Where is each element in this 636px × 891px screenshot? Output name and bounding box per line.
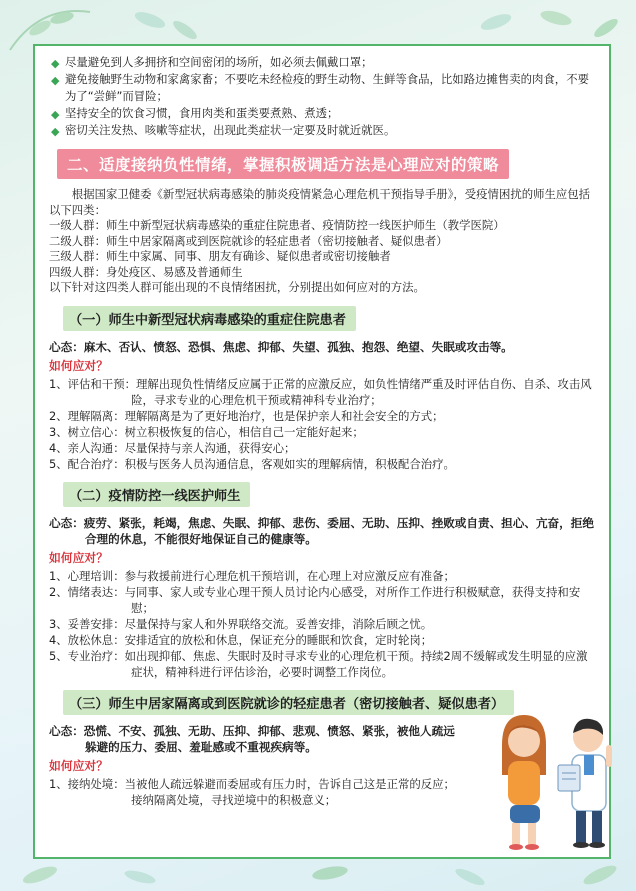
subheading-part2: （二）疫情防控一线医护师生 [63, 482, 250, 507]
group-level-2: 二级人群：师生中居家隔离或到医院就诊的轻症患者（密切接触者、疑似患者） [49, 233, 448, 248]
subheading-part1: （一）师生中新型冠状病毒感染的重症住院患者 [63, 306, 356, 331]
doctor-illustration-icon [558, 719, 612, 848]
how-to-respond-label: 如何应对？ [49, 758, 108, 773]
prevention-bullet-list [49, 54, 595, 139]
response-list [49, 376, 595, 472]
people-illustration [488, 705, 628, 855]
list-item: 4、放松休息：安排适宜的放松和休息，保证充分的睡眠和饮食，定时轮岗； [49, 632, 433, 647]
diamond-bullet-icon: ◆ [51, 74, 60, 87]
mindset-text: 心态：疲劳、紧张，耗竭，焦虑、失眠、抑郁、悲伤、委屈、无助、压抑、挫败或自责、担心、亢奋，拒绝合理的休息，不能很好地保证自己的健康等。 [49, 515, 594, 546]
list-item: 5、配合治疗：积极与医务人员沟通信息，客观如实的理解病情，积极配合治疗。 [49, 456, 455, 471]
leaf-decoration-icon [436, 0, 636, 50]
list-item: 3、妥善安排：尽量保持与家人和外界联络交流。妥善安排，消除后顾之忧。 [49, 616, 433, 631]
part3-text-column [49, 723, 459, 808]
content-body [35, 46, 609, 808]
mindset-text: 心态：恐慌、不安、孤独、无助、压抑、抑郁、悲观、愤怒、紧张，被他人疏远躲避的压力、委屈、羞耻感或不重视疾病等。 [49, 723, 455, 754]
diamond-bullet-icon: ◆ [51, 125, 60, 138]
section-title-banner: 二、适度接纳负性情绪，掌握积极调适方法是心理应对的策略 [57, 149, 509, 179]
list-item: ◆ 密切关注发热、咳嗽等症状，出现此类症状一定要及时就近就医。 [51, 123, 396, 138]
group-level-4: 四级人群：身处疫区、易感及普通师生 [49, 264, 243, 279]
diamond-bullet-icon: ◆ [51, 108, 60, 121]
how-to-respond-label: 如何应对？ [49, 358, 108, 373]
response-list [49, 776, 459, 808]
list-item: ◆ 避免接触野生动物和家禽家畜；不要吃未经检疫的野生动物、生鲜等食品，比如路边摊售卖的肉食，不要为了“尝鲜”而冒险； [51, 72, 589, 103]
response-list [49, 568, 595, 680]
list-item: 2、情绪表达：与同事、家人或专业心理干预人员讨论内心感受，对所作工作进行积极赋意，获得支持和安慰； [49, 584, 581, 615]
list-item: 1、心理培训：参与救援前进行心理危机干预培训，在心理上对应激反应有准备； [49, 568, 455, 583]
closing-paragraph: 以下针对这四类人群可能出现的不良情绪困扰，分别提出如何应对的方法。 [49, 280, 425, 294]
list-item: ◆ 尽量避免到人多拥挤和空间密闭的场所，如必须去佩戴口罩； [51, 55, 373, 70]
list-item: 1、评估和干预：理解出现负性情绪反应属于正常的应激反应，如负性情绪严重及时评估自伤、自杀、攻击风险，寻求专业的心理危机干预或精神科专业治疗； [49, 376, 592, 407]
list-item: 1、接纳处境：当被他人疏远躲避而委屈或有压力时，告诉自己这是正常的反应；接纳隔离处境，寻找逆境中的积极意义； [49, 776, 455, 807]
diamond-bullet-icon: ◆ [51, 57, 60, 70]
subheading-part3: （三）师生中居家隔离或到医院就诊的轻症患者（密切接触者、疑似患者） [63, 690, 514, 715]
group-level-3: 三级人群：师生中家属、同事、朋友有确诊、疑似患者或密切接触者 [49, 249, 391, 263]
mindset-text: 心态：麻木、否认、愤怒、恐惧、焦虑、抑郁、失望、孤独、抱怨、绝望、失眠或攻击等。 [49, 339, 513, 354]
how-to-respond-label: 如何应对？ [49, 550, 108, 565]
intro-paragraph: 根据国家卫健委《新型冠状病毒感染的肺炎疫情紧急心理危机干预指导手册》，受疫情困扰的师生应包括以下四类： [49, 187, 591, 217]
list-item: 2、理解隔离：理解隔离是为了更好地治疗，也是保护亲人和社会安全的方式； [49, 408, 444, 423]
woman-illustration-icon [502, 715, 546, 850]
list-item: 4、亲人沟通：尽量保持与亲人沟通，获得安心； [49, 440, 296, 455]
list-item: ◆ 坚持安全的饮食习惯，食用肉类和蛋类要煮熟、煮透； [51, 106, 339, 121]
leaf-decoration-icon [0, 857, 636, 891]
group-level-1: 一级人群：师生中新型冠状病毒感染的重症住院患者、疫情防控一线医护师生（教学医院） [49, 218, 505, 232]
list-item: 5、专业治疗：如出现抑郁、焦虑、失眠时及时寻求专业的心理危机干预。持续2周不缓解或发生明显的应激症状，精神科进行评估诊治，必要时调整工作岗位。 [49, 648, 588, 679]
list-item: 3、树立信心：树立积极恢复的信心，相信自己一定能好起来； [49, 424, 364, 439]
